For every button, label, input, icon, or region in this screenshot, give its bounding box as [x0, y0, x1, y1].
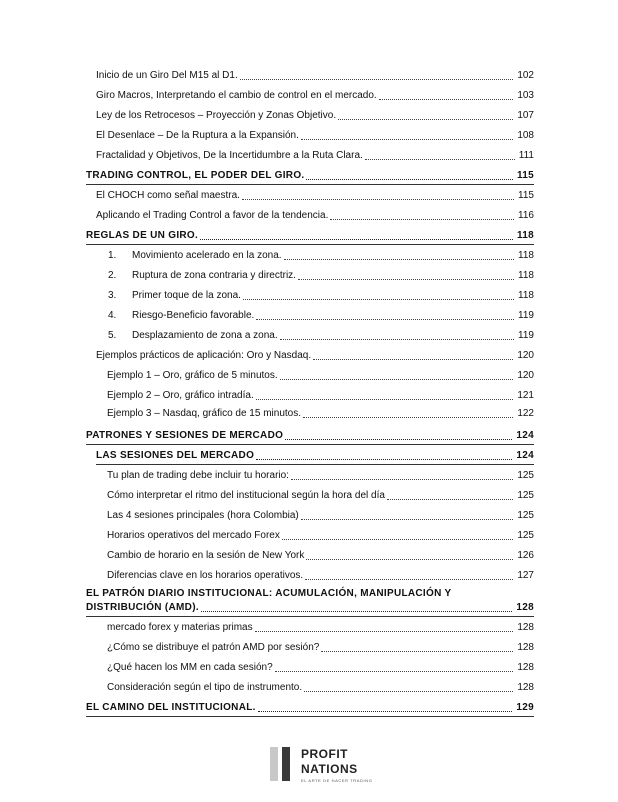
toc-entry[interactable]	[107, 404, 534, 420]
toc-entry-text: ¿Cómo se distribuye el patrón AMD por sesión?	[107, 642, 320, 653]
toc-entry[interactable]	[96, 146, 534, 162]
toc-page-number: 125	[517, 510, 534, 521]
toc-entry-text: ¿Qué hacen los MM en cada sesión?	[107, 662, 273, 673]
toc-entry-text: Desplazamiento de zona a zona.	[132, 330, 278, 341]
toc-page-number: 107	[517, 110, 534, 121]
toc-leader	[301, 139, 513, 140]
toc-page-number: 121	[517, 390, 534, 401]
toc-heading-text: DISTRIBUCIÓN (AMD).	[86, 602, 199, 613]
divider	[96, 464, 534, 465]
toc-page-number: 119	[518, 330, 534, 341]
toc-page-number: 102	[517, 70, 534, 81]
toc-entry-text: Consideración según el tipo de instrumento.	[107, 682, 303, 693]
toc-leader	[255, 631, 514, 632]
toc-heading-text: PATRONES Y SESIONES DE MERCADO	[86, 430, 284, 441]
toc-page-number: 120	[517, 350, 534, 361]
toc-item-number: 3.	[108, 290, 117, 301]
toc-item-number: 4.	[108, 310, 117, 321]
toc-entry-text: El CHOCH como señal maestra.	[96, 190, 240, 201]
toc-heading-text: REGLAS DE UN GIRO.	[86, 230, 199, 241]
toc-leader	[305, 579, 513, 580]
toc-page-number: 118	[518, 290, 534, 301]
toc-entry-text: Cómo interpretar el ritmo del institucional según la hora del día	[107, 490, 385, 501]
toc-leader	[280, 379, 514, 380]
toc-page-number: 125	[517, 470, 534, 481]
toc-entry[interactable]	[108, 286, 534, 302]
toc-leader	[256, 399, 514, 400]
toc-page-number: 124	[516, 430, 534, 441]
toc-entry[interactable]	[96, 346, 534, 362]
profit-nations-logo	[270, 745, 373, 793]
toc-leader	[256, 459, 512, 460]
toc-page-number: 122	[517, 408, 534, 419]
toc-leader	[379, 99, 514, 100]
toc-entry[interactable]	[107, 658, 534, 674]
toc-entry[interactable]	[107, 678, 534, 694]
toc-page-number: 128	[517, 662, 534, 673]
toc-leader	[258, 711, 513, 712]
toc-heading[interactable]	[86, 426, 534, 442]
toc-entry-text: mercado forex y materias primas	[107, 622, 253, 633]
toc-leader	[298, 279, 514, 280]
toc-leader	[243, 299, 514, 300]
toc-subheading[interactable]	[96, 446, 534, 462]
toc-entry[interactable]	[108, 326, 534, 342]
toc-leader	[285, 439, 512, 440]
toc-entry-text: Aplicando el Trading Control a favor de la tendencia.	[96, 210, 329, 221]
toc-entry[interactable]	[96, 206, 534, 222]
toc-leader	[303, 417, 513, 418]
toc-entry-text: Ejemplo 2 – Oro, gráfico intradía.	[107, 390, 254, 401]
toc-entry[interactable]	[96, 186, 534, 202]
toc-page-number: 125	[517, 530, 534, 541]
toc-heading[interactable]	[86, 226, 534, 242]
toc-leader	[200, 239, 513, 240]
toc-leader	[365, 159, 515, 160]
toc-entry[interactable]	[107, 566, 534, 582]
logo-bar-light	[270, 747, 278, 781]
toc-entry-text: Cambio de horario en la sesión de New York	[107, 550, 305, 561]
toc-heading[interactable]	[86, 166, 534, 182]
toc-entry[interactable]	[108, 266, 534, 282]
toc-page-number: 111	[518, 150, 534, 161]
toc-page-number: 128	[517, 622, 534, 633]
toc-entry-text: Fractalidad y Objetivos, De la Incertidumbre a la Ruta Clara.	[96, 150, 363, 161]
toc-leader	[301, 519, 514, 520]
toc-entry-text: Riesgo-Beneficio favorable.	[132, 310, 255, 321]
toc-entry[interactable]	[107, 618, 534, 634]
toc-heading-line2[interactable]	[86, 598, 534, 614]
toc-entry[interactable]	[108, 246, 534, 262]
toc-page-number: 116	[518, 210, 534, 221]
toc-entry-text: Ejemplos prácticos de aplicación: Oro y Nasdaq.	[96, 350, 312, 361]
toc-heading-text: EL PATRÓN DIARIO INSTITUCIONAL: ACUMULACIÓN, MANIPULACIÓN Y	[86, 588, 452, 599]
toc-item-number: 1.	[108, 250, 117, 261]
toc-entry[interactable]	[107, 506, 534, 522]
toc-leader	[330, 219, 514, 220]
toc-entry-text: Las 4 sesiones principales (hora Colombia)	[107, 510, 299, 521]
toc-leader	[304, 691, 513, 692]
divider	[86, 716, 534, 717]
toc-entry-text: Ejemplo 1 – Oro, gráfico de 5 minutos.	[107, 370, 278, 381]
toc-heading-text: TRADING CONTROL, EL PODER DEL GIRO.	[86, 170, 305, 181]
toc-leader	[280, 339, 514, 340]
toc-item-number: 5.	[108, 330, 117, 341]
toc-page-number: 128	[517, 642, 534, 653]
toc-entry[interactable]	[107, 466, 534, 482]
toc-heading-text: EL CAMINO DEL INSTITUCIONAL.	[86, 702, 256, 713]
toc-leader	[240, 79, 514, 80]
logo-tagline: EL ARTE DE HACER TRADING	[301, 778, 373, 783]
toc-entry[interactable]	[108, 306, 534, 322]
toc-entry-text: El Desenlace – De la Ruptura a la Expansión.	[96, 130, 299, 141]
toc-entry[interactable]	[107, 366, 534, 382]
toc-page-number: 124	[516, 450, 534, 461]
toc-page-number: 118	[516, 230, 534, 241]
toc-entry-text: Ruptura de zona contraria y directriz.	[132, 270, 296, 281]
logo-bar-dark	[282, 747, 290, 781]
toc-entry-text: Ley de los Retrocesos – Proyección y Zonas Objetivo.	[96, 110, 337, 121]
toc-item-number: 2.	[108, 270, 117, 281]
toc-page-number: 127	[517, 570, 534, 581]
toc-page-number: 108	[517, 130, 534, 141]
toc-entry[interactable]	[96, 66, 534, 82]
toc-entry[interactable]	[107, 526, 534, 542]
toc-page-number: 118	[518, 250, 534, 261]
toc-leader	[387, 499, 513, 500]
toc-entry[interactable]	[107, 386, 534, 402]
toc-entry[interactable]	[107, 638, 534, 654]
toc-leader	[242, 199, 514, 200]
toc-entry-text: Movimiento acelerado en la zona.	[132, 250, 282, 261]
toc-heading[interactable]	[86, 698, 534, 714]
toc-entry-text: Primer toque de la zona.	[132, 290, 241, 301]
divider	[86, 616, 534, 617]
divider	[86, 184, 534, 185]
toc-leader	[256, 319, 514, 320]
divider	[86, 444, 534, 445]
toc-entry-text: Giro Macros, Interpretando el cambio de control en el mercado.	[96, 90, 377, 101]
toc-page-number: 103	[517, 90, 534, 101]
toc-leader	[306, 179, 512, 180]
toc-page-number: 119	[518, 310, 534, 321]
toc-page-number: 125	[517, 490, 534, 501]
toc-leader	[282, 539, 513, 540]
toc-page-number: 118	[518, 270, 534, 281]
toc-page-number: 128	[516, 602, 534, 613]
toc-leader	[313, 359, 513, 360]
toc-entry[interactable]	[96, 106, 534, 122]
toc-page-number: 126	[517, 550, 534, 561]
logo-mark-icon	[270, 747, 294, 781]
toc-entry[interactable]	[96, 126, 534, 142]
divider	[86, 244, 534, 245]
toc-entry-text: Ejemplo 3 – Nasdaq, gráfico de 15 minutos.	[107, 408, 301, 419]
toc-leader	[201, 611, 512, 612]
toc-page-number: 115	[518, 190, 534, 201]
toc-leader	[275, 671, 514, 672]
toc-entry[interactable]	[107, 486, 534, 502]
toc-page-number: 115	[516, 170, 534, 181]
toc-page-number: 129	[516, 702, 534, 713]
toc-leader	[284, 259, 515, 260]
toc-leader	[291, 479, 513, 480]
toc-page-number: 120	[517, 370, 534, 381]
toc-entry[interactable]	[107, 546, 534, 562]
toc-page-number: 128	[517, 682, 534, 693]
toc-entry-text: Diferencias clave en los horarios operativos.	[107, 570, 304, 581]
toc-entry-text: Inicio de un Giro Del M15 al D1.	[96, 70, 238, 81]
toc-entry-text: Tu plan de trading debe incluir tu horario:	[107, 470, 289, 481]
toc-leader	[306, 559, 513, 560]
logo-text-line1: PROFIT	[301, 747, 348, 761]
toc-leader	[338, 119, 513, 120]
toc-leader	[321, 651, 513, 652]
logo-text-line2: NATIONS	[301, 762, 358, 776]
toc-heading-text: LAS SESIONES DEL MERCADO	[96, 450, 255, 461]
toc-entry[interactable]	[96, 86, 534, 102]
toc-entry-text: Horarios operativos del mercado Forex	[107, 530, 280, 541]
